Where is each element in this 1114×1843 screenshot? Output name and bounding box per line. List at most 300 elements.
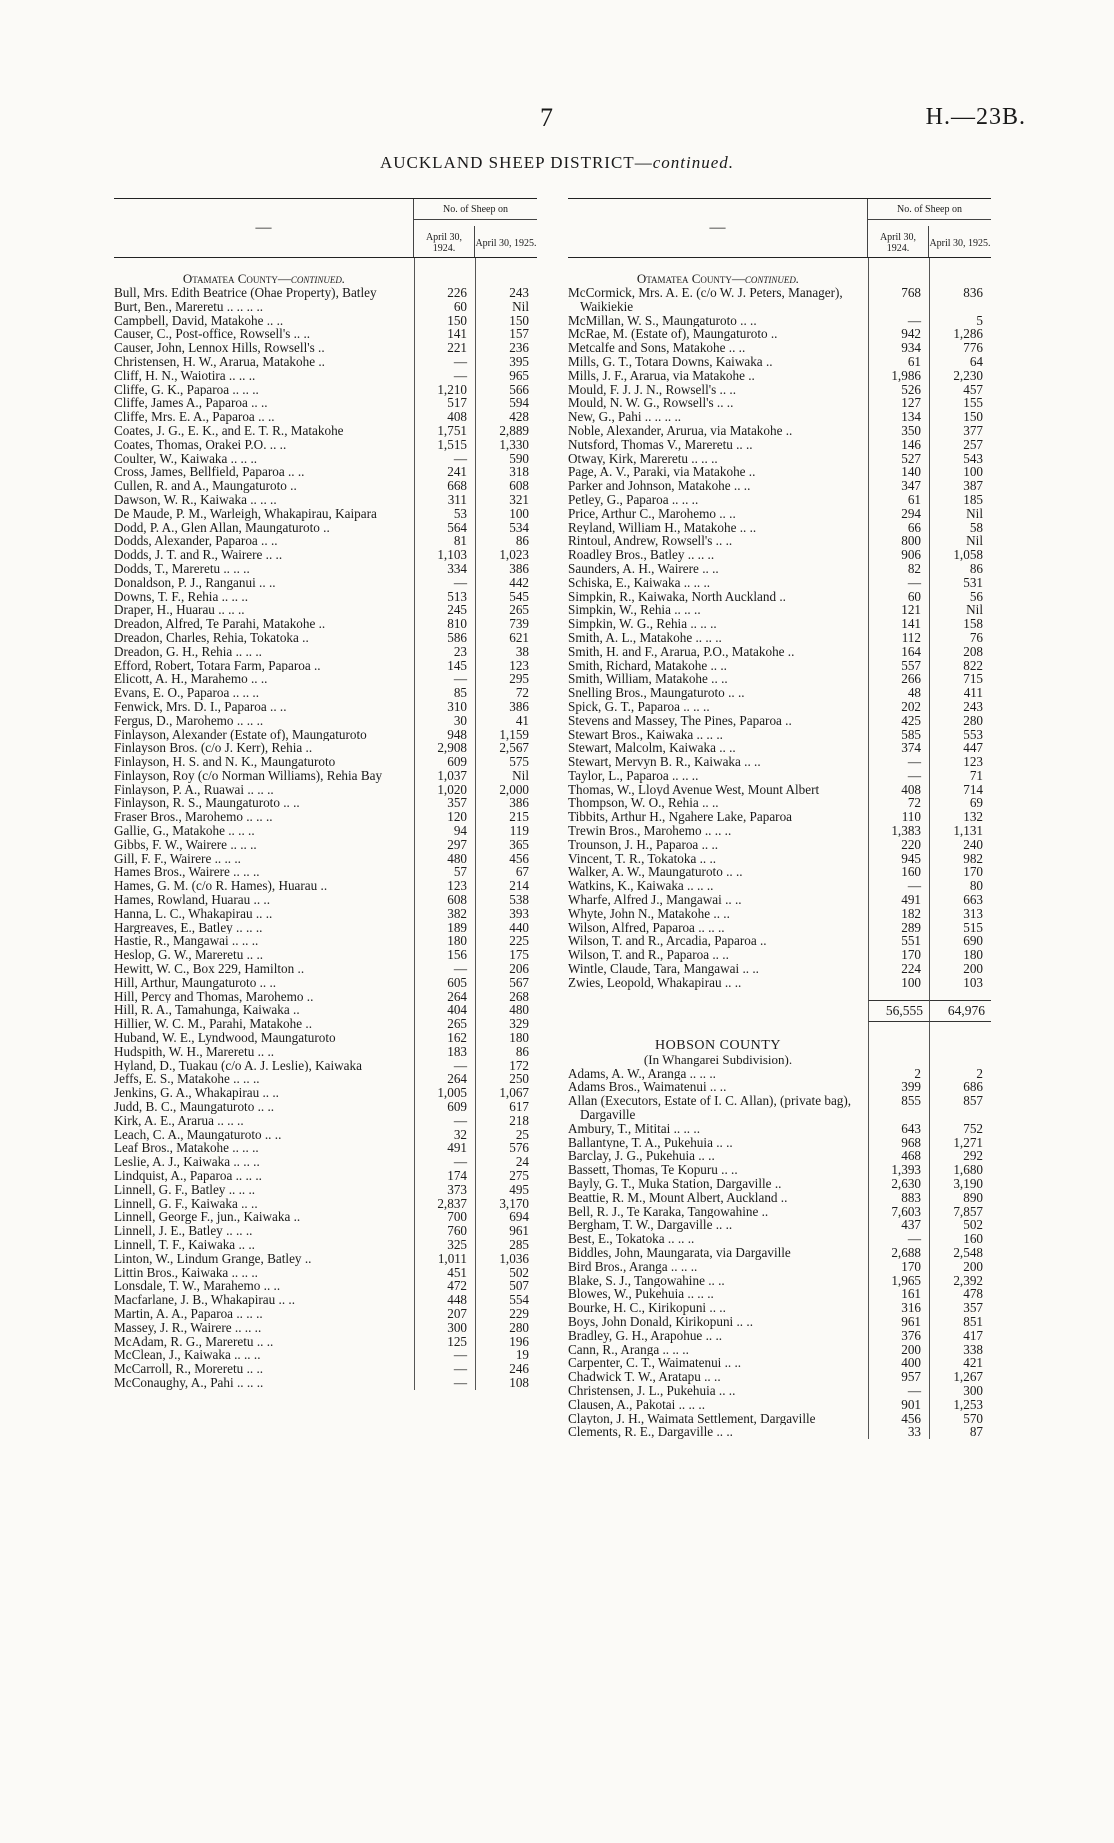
holder-name: Dodds, Alexander, Paparoa .. .. [114, 534, 278, 549]
table-row [114, 838, 537, 852]
sheep-1924: 226 [414, 286, 475, 300]
sheep-1924: 264 [414, 1072, 475, 1086]
holder-name: Mould, N. W. G., Rowsell's .. .. [568, 396, 734, 411]
holder-name: Cullen, R. and A., Maungaturoto .. [114, 479, 297, 493]
sheep-1925: 170 [929, 865, 991, 879]
sheep-1925: 621 [475, 631, 537, 645]
table-row [114, 507, 537, 521]
holder-name: Saunders, A. H., Wairere .. .. [568, 561, 719, 576]
holder-name: Bradley, G. H., Arapohue .. .. [568, 1328, 723, 1343]
table-row [568, 548, 991, 562]
table-row [114, 341, 537, 355]
table-row [114, 1293, 537, 1307]
holder-name: Snelling Bros., Maungaturoto .. .. [568, 686, 745, 700]
holder-name: Bourke, H. C., Kirikopuni .. .. [568, 1301, 726, 1315]
county-totals [568, 1000, 991, 1022]
sheep-1925: 2,000 [475, 783, 537, 797]
sheep-1925: 1,067 [475, 1086, 537, 1100]
table-row [568, 1136, 991, 1150]
sheep-1925: 185 [929, 493, 991, 507]
sheep-1924: 942 [868, 327, 929, 341]
table-row [114, 976, 537, 990]
left-table [114, 198, 537, 1390]
sheep-1925: 218 [475, 1114, 537, 1128]
sheep-1924: 1,037 [414, 769, 475, 783]
holder-name: Draper, H., Huarau .. .. .. [114, 603, 245, 618]
sheep-1924: 170 [868, 948, 929, 962]
table-row [568, 769, 991, 783]
sheep-1924: 266 [868, 672, 929, 686]
sheep-1925: 2 [929, 1067, 991, 1081]
table-row [568, 341, 991, 355]
table-row [114, 769, 537, 783]
sheep-1925: 961 [475, 1224, 537, 1238]
sheep-1925: 502 [475, 1266, 537, 1280]
table-row [568, 1287, 991, 1301]
table-row [568, 921, 991, 935]
sheep-1925: 495 [475, 1183, 537, 1197]
sheep-1925: 1,036 [475, 1252, 537, 1266]
holder-name: Massey, J. R., Wairere .. .. .. [114, 1320, 262, 1335]
header-year-1924: April 30, 1924. [868, 226, 929, 258]
sheep-1925: 64 [929, 355, 991, 369]
holder-name: Page, A. V., Paraki, via Matakohe .. [568, 465, 756, 480]
holder-name: McMillan, W. S., Maungaturoto .. .. [568, 313, 757, 328]
sheep-1925: 1,253 [929, 1398, 991, 1412]
sheep-1924: 66 [868, 521, 929, 535]
sheep-1924: 906 [868, 548, 929, 562]
table-row [568, 1329, 991, 1343]
holder-name: Clayton, J. H., Waimata Settlement, Dargaville [568, 1411, 816, 1426]
holder-name: Trewin Bros., Marohemo .. .. .. [568, 824, 732, 838]
holder-name: Simpkin, R., Kaiwaka, North Auckland .. [568, 589, 786, 604]
sheep-1925: 150 [475, 314, 537, 328]
sheep-1925: 86 [475, 534, 537, 548]
sheep-1924: 948 [414, 728, 475, 742]
sheep-1924: 224 [868, 962, 929, 976]
sheep-1925: 208 [929, 645, 991, 659]
table-row [114, 921, 537, 935]
holder-name: Burt, Ben., Mareretu .. .. .. .. [114, 299, 264, 314]
sheep-1924: — [414, 672, 475, 686]
holder-name: McCarroll, R., Moreretu .. .. [114, 1362, 264, 1376]
sheep-1924: 294 [868, 507, 929, 521]
sheep-1924: 437 [868, 1218, 929, 1232]
table-row [114, 1238, 537, 1252]
table-row [114, 893, 537, 907]
sheep-1925: 694 [475, 1210, 537, 1224]
sheep-1924: 200 [868, 1343, 929, 1357]
holder-name: Rintoul, Andrew, Rowsell's .. .. [568, 534, 733, 549]
sheep-1925: 1,131 [929, 824, 991, 838]
sheep-1924: 112 [868, 631, 929, 645]
table-row [568, 1163, 991, 1177]
table-row [568, 562, 991, 576]
holder-name: Blowes, W., Pukehuia .. .. .. [568, 1287, 714, 1302]
holder-name: Judd, B. C., Maungaturoto .. .. [114, 1100, 275, 1114]
table-row [568, 493, 991, 507]
sheep-1924: 451 [414, 1266, 475, 1280]
holder-name: Gill, F. F., Wairere .. .. .. [114, 851, 241, 866]
table-row [568, 396, 991, 410]
sheep-1925: 386 [475, 796, 537, 810]
sheep-1925: 200 [929, 962, 991, 976]
table-row [568, 603, 991, 617]
sheep-1925: 123 [929, 755, 991, 769]
table-row [114, 1279, 537, 1293]
sheep-1924: 60 [868, 590, 929, 604]
holder-name: Finlayson, R. S., Maungaturoto .. .. [114, 796, 300, 811]
holder-name: Finlayson, Roy (c/o Norman Williams), Rehia Bay [114, 768, 383, 783]
holder-name: Mills, J. F., Ararua, via Matakohe .. [568, 368, 755, 383]
sheep-1924: 100 [868, 976, 929, 990]
table-row [568, 1149, 991, 1163]
table-row [114, 741, 537, 755]
sheep-1924: — [868, 879, 929, 893]
sheep-1925: 292 [929, 1149, 991, 1163]
sheep-1925: 19 [475, 1348, 537, 1362]
table-row [114, 1321, 537, 1335]
table-row [114, 1017, 537, 1031]
sheep-1925: 2,889 [475, 424, 537, 438]
sheep-1925: 215 [475, 810, 537, 824]
page-number: 7 [540, 103, 553, 132]
sheep-1925: 1,330 [475, 438, 537, 452]
holder-name: Spick, G. T., Paparoa .. .. .. [568, 699, 710, 714]
table-row [568, 286, 991, 314]
sheep-1925: 543 [929, 452, 991, 466]
sheep-1925: 318 [475, 465, 537, 479]
holder-name: Coates, Thomas, Orakei P.O. .. .. [114, 437, 287, 452]
sheep-1924: 125 [414, 1335, 475, 1349]
county-subheading [114, 272, 537, 286]
table-row [568, 1384, 991, 1398]
sheep-1924: 2,908 [414, 741, 475, 755]
sheep-1924: 1,383 [868, 824, 929, 838]
sheep-1924: 53 [414, 507, 475, 521]
header-year-1925: April 30, 1925. [929, 237, 991, 249]
holder-name: Smith, H. and F., Ararua, P.O., Matakohe .. [568, 644, 795, 659]
sheep-1925: 752 [929, 1122, 991, 1136]
sheep-1924: — [868, 769, 929, 783]
holder-name: Allan (Executors, Estate of I. C. Allan), (private bag), Dargaville [568, 1094, 852, 1122]
holder-name: Parker and Johnson, Matakohe .. .. [568, 479, 751, 493]
table-row [568, 838, 991, 852]
sheep-1924: 150 [414, 314, 475, 328]
sheep-1924: 156 [414, 948, 475, 962]
holder-name: Biddles, John, Maungarata, via Dargaville [568, 1246, 791, 1260]
sheep-1925: 257 [929, 438, 991, 452]
sheep-1924: 557 [868, 659, 929, 673]
table-row [568, 410, 991, 424]
holder-name: Cann, R., Aranga .. .. .. [568, 1342, 689, 1357]
holder-name: Cliffe, G. K., Paparoa .. .. .. [114, 382, 259, 397]
sheep-1925: 246 [475, 1362, 537, 1376]
sheep-1924: 408 [868, 783, 929, 797]
holder-name: Barclay, J. G., Pukehuia .. .. [568, 1149, 715, 1164]
sheep-1925: 67 [475, 865, 537, 879]
sheep-1925: 857 [929, 1094, 991, 1122]
sheep-1924: — [868, 1384, 929, 1398]
sheep-1924: 551 [868, 934, 929, 948]
holder-name: Linnell, G. F., Batley .. .. .. [114, 1182, 256, 1197]
holder-name: Stevens and Massey, The Pines, Paparoa .. [568, 713, 792, 728]
sheep-1924: 134 [868, 410, 929, 424]
table-row [114, 493, 537, 507]
sheep-1924: 399 [868, 1080, 929, 1094]
sheep-1924: — [414, 1155, 475, 1169]
holder-name: Finlayson Bros. (c/o J. Kerr), Rehia .. [114, 741, 313, 756]
table-row [114, 327, 537, 341]
sheep-1925: 24 [475, 1155, 537, 1169]
total-1925: 64,976 [929, 1000, 991, 1022]
table-row [568, 1315, 991, 1329]
sheep-1925: 851 [929, 1315, 991, 1329]
holder-name: Simpkin, W., Rehia .. .. .. [568, 603, 701, 618]
holder-name: Finlayson, H. S. and N. K., Maungaturoto [114, 755, 336, 769]
sheep-1925: 776 [929, 341, 991, 355]
header-no-of-sheep: No. of Sheep on [868, 199, 991, 220]
sheep-1924: — [414, 962, 475, 976]
holder-name: Dreadon, Alfred, Te Parahi, Matakohe .. [114, 617, 326, 631]
sheep-1925: 103 [929, 976, 991, 990]
holder-name: Causer, John, Lennox Hills, Rowsell's .. [114, 341, 325, 355]
sheep-1924: 374 [868, 741, 929, 755]
table-row [568, 1067, 991, 1081]
sheep-1924: — [414, 1348, 475, 1362]
table-row [114, 452, 537, 466]
sheep-1924: 945 [868, 852, 929, 866]
table-row [114, 562, 537, 576]
sheep-1924: 456 [868, 1412, 929, 1426]
table-row [568, 1246, 991, 1260]
table-row [568, 1191, 991, 1205]
table-row [114, 1197, 537, 1211]
holder-name: Hyland, D., Tuakau (c/o A. J. Leslie), Kaiwaka [114, 1058, 362, 1073]
holder-name: Beattie, R. M., Mount Albert, Auckland .. [568, 1190, 788, 1205]
sheep-1925: 172 [475, 1059, 537, 1073]
sheep-1924: — [414, 1059, 475, 1073]
holder-name: Adams Bros., Waimatenui .. .. [568, 1080, 727, 1095]
sheep-1924: 1,020 [414, 783, 475, 797]
sheep-1924: 934 [868, 341, 929, 355]
sheep-1924: 564 [414, 521, 475, 535]
sheep-1924: 220 [868, 838, 929, 852]
holder-name: Dreadon, G. H., Rehia .. .. .. [114, 644, 262, 659]
right-rows [568, 286, 991, 990]
sheep-1925: 295 [475, 672, 537, 686]
sheep-1925: 1,680 [929, 1163, 991, 1177]
table-row [568, 962, 991, 976]
holder-name: Thompson, W. O., Rehia .. .. [568, 796, 719, 811]
holder-name: Cliffe, Mrs. E. A., Paparoa .. .. [114, 410, 275, 424]
sheep-1925: 686 [929, 1080, 991, 1094]
sheep-1924: 300 [414, 1321, 475, 1335]
sheep-1924: 82 [868, 562, 929, 576]
sheep-1925: 502 [929, 1218, 991, 1232]
holder-name: Smith, Richard, Matakohe .. .. [568, 658, 727, 673]
sheep-1924: — [414, 1114, 475, 1128]
sheep-1925: 180 [475, 1031, 537, 1045]
holder-name: McConaughy, A., Pahi .. .. .. [114, 1375, 264, 1390]
table-row [568, 907, 991, 921]
sheep-1925: 72 [475, 686, 537, 700]
holder-name: Donaldson, P. J., Ranganui .. .. [114, 575, 276, 590]
header-dash: — [568, 199, 868, 257]
sheep-1925: 229 [475, 1307, 537, 1321]
sheep-1925: 25 [475, 1128, 537, 1142]
sheep-1925: 243 [475, 286, 537, 300]
holder-name: Fergus, D., Marohemo .. .. .. [114, 713, 264, 728]
sheep-1924: 297 [414, 838, 475, 852]
sheep-1925: 300 [929, 1384, 991, 1398]
sheep-1925: 2,567 [475, 741, 537, 755]
sheep-1925: 3,190 [929, 1177, 991, 1191]
holder-name: Watkins, K., Kaiwaka .. .. .. [568, 879, 714, 894]
table-row [568, 534, 991, 548]
table-row [568, 1218, 991, 1232]
table-row [114, 1307, 537, 1321]
table-row [114, 355, 537, 369]
holder-name: McRae, M. (Estate of), Maungaturoto .. [568, 327, 778, 342]
sheep-1924: 468 [868, 1149, 929, 1163]
sheep-1925: 1,159 [475, 728, 537, 742]
sheep-1925: 275 [475, 1169, 537, 1183]
table-row [114, 521, 537, 535]
table-row [114, 714, 537, 728]
table-row [568, 1232, 991, 1246]
sheep-1925: 570 [929, 1412, 991, 1426]
sheep-1924: — [414, 1362, 475, 1376]
holder-name: Finlayson, Alexander (Estate of), Maungaturoto [114, 727, 367, 742]
table-header [568, 198, 991, 258]
table-row [568, 631, 991, 645]
holder-name: Boys, John Donald, Kirikopuni .. .. [568, 1314, 753, 1329]
sheep-1925: 538 [475, 893, 537, 907]
holder-name: Christensen, H. W., Ararua, Matakohe .. [114, 354, 325, 369]
sheep-1924: 643 [868, 1122, 929, 1136]
holder-name: Mills, G. T., Totara Downs, Kaiwaka .. [568, 354, 773, 369]
document-reference: H.—23B. [925, 104, 1026, 130]
sheep-1924: 60 [414, 300, 475, 314]
sheep-1925: 71 [929, 769, 991, 783]
table-row [114, 962, 537, 976]
sheep-1925: 554 [475, 1293, 537, 1307]
sheep-1925: 2,548 [929, 1246, 991, 1260]
table-row [568, 590, 991, 604]
sheep-1925: 2,392 [929, 1274, 991, 1288]
holder-name: Campbell, David, Matakohe .. .. [114, 313, 284, 328]
sheep-1925: 507 [475, 1279, 537, 1293]
table-row [114, 783, 537, 797]
sheep-1925: 365 [475, 838, 537, 852]
sheep-1924: 1,210 [414, 383, 475, 397]
table-row [568, 424, 991, 438]
table-row [114, 1169, 537, 1183]
holder-name: Jenkins, G. A., Whakapirau .. .. [114, 1086, 279, 1101]
holder-name: Simpkin, W. G., Rehia .. .. .. [568, 617, 717, 631]
table-row [568, 327, 991, 341]
sheep-1924: 491 [868, 893, 929, 907]
sheep-1924: 121 [868, 603, 929, 617]
sheep-1925: 1,058 [929, 548, 991, 562]
table-row [568, 1412, 991, 1426]
sheep-1925: 715 [929, 672, 991, 686]
sheep-1924: 110 [868, 810, 929, 824]
table-row [568, 714, 991, 728]
sheep-1925: 240 [929, 838, 991, 852]
table-row [114, 1155, 537, 1169]
sheep-1925: 386 [475, 562, 537, 576]
holder-name: Bergham, T. W., Dargaville .. .. [568, 1218, 733, 1233]
county-subheading [568, 272, 991, 286]
holder-name: Smith, William, Matakohe .. .. [568, 672, 728, 687]
sheep-1924: 189 [414, 921, 475, 935]
holder-name: Hudspith, W. H., Mareretu .. .. [114, 1044, 275, 1059]
sheep-1924: 2,688 [868, 1246, 929, 1260]
holder-name: Jeffs, E. S., Matakohe .. .. .. [114, 1072, 260, 1087]
holder-name: Wilson, T. and R., Paparoa .. .. [568, 948, 729, 963]
subheading-text: Otamatea County—continued. [636, 271, 800, 286]
sheep-1924: 120 [414, 810, 475, 824]
left-rows [114, 286, 537, 1390]
table-row [114, 990, 537, 1004]
sheep-1924: 245 [414, 603, 475, 617]
table-row [568, 383, 991, 397]
sheep-1925: 69 [929, 796, 991, 810]
sheep-1925: 1,271 [929, 1136, 991, 1150]
sheep-1925: 387 [929, 479, 991, 493]
header-year-1924: April 30, 1924. [414, 226, 475, 258]
header-year-1925: April 30, 1925. [475, 237, 537, 249]
holder-name: Dreadon, Charles, Rehia, Tokatoka .. [114, 630, 309, 645]
holder-name: Lindquist, A., Paparoa .. .. .. [114, 1169, 262, 1183]
sheep-1924: 202 [868, 700, 929, 714]
table-row [114, 1266, 537, 1280]
holder-name: Whyte, John N., Matakohe .. .. [568, 906, 730, 921]
holder-name: Coulter, W., Kaiwaka .. .. .. [114, 451, 258, 466]
sheep-1924: 170 [868, 1260, 929, 1274]
holder-name: Gallie, G., Matakohe .. .. .. [114, 824, 255, 838]
holder-name: Cliff, H. N., Waiotira .. .. .. [114, 368, 256, 383]
sheep-1925: 534 [475, 521, 537, 535]
sheep-1924: 289 [868, 921, 929, 935]
sheep-1924: 123 [414, 879, 475, 893]
table-row [568, 700, 991, 714]
sheep-1925: 515 [929, 921, 991, 935]
table-row [568, 438, 991, 452]
holder-name: Hill, Percy and Thomas, Marohemo .. [114, 989, 314, 1004]
holder-name: Huband, W. E., Lyndwood, Maungaturoto [114, 1031, 336, 1045]
sheep-1925: 108 [475, 1376, 537, 1390]
table-row [568, 783, 991, 797]
holder-name: Linnell, George F., jun., Kaiwaka .. [114, 1210, 301, 1225]
sheep-1924: 161 [868, 1287, 929, 1301]
sheep-1924: 448 [414, 1293, 475, 1307]
table-row [568, 1356, 991, 1370]
table-row [568, 976, 991, 990]
table-row [568, 465, 991, 479]
sheep-1924: 1,965 [868, 1274, 929, 1288]
sheep-1924: 1,515 [414, 438, 475, 452]
sheep-1924: 609 [414, 1100, 475, 1114]
sheep-1924: 265 [414, 1017, 475, 1031]
sheep-1925: 714 [929, 783, 991, 797]
holder-name: Causer, C., Post-office, Rowsell's .. .. [114, 327, 311, 342]
holder-name: Smith, A. L., Matakohe .. .. .. [568, 630, 722, 645]
table-row [568, 686, 991, 700]
sheep-1924: 347 [868, 479, 929, 493]
